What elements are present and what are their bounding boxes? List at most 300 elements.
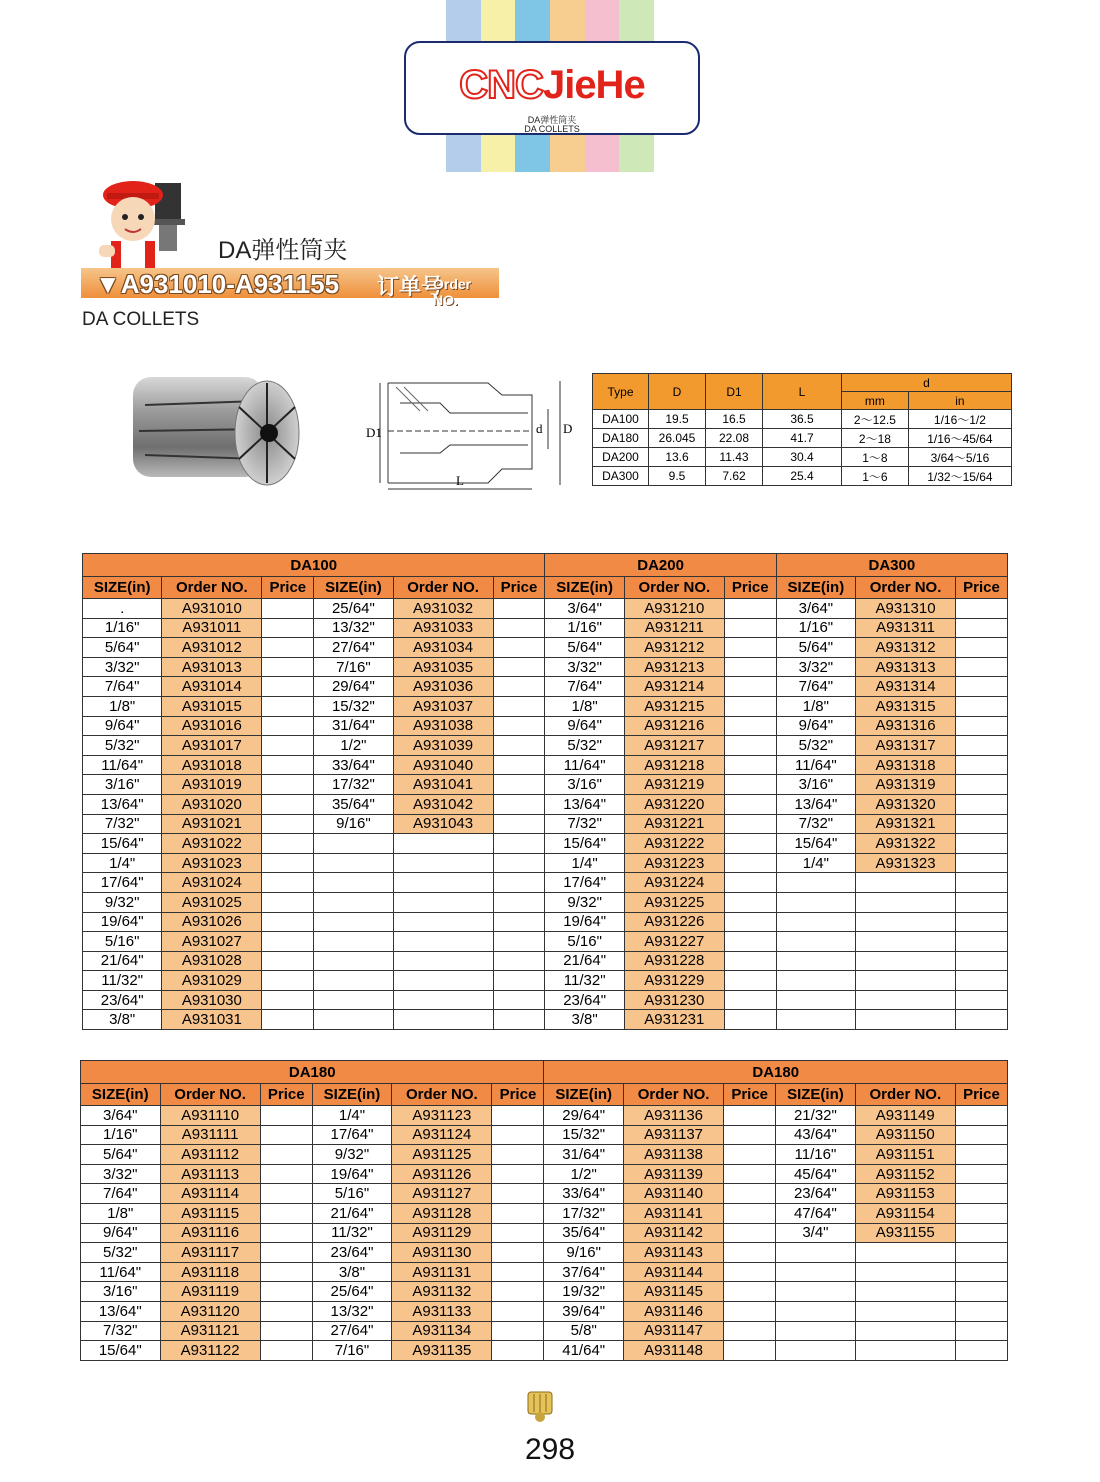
order-number-cell: A931145 [623, 1282, 723, 1302]
order-number-cell: A931124 [392, 1125, 492, 1145]
spec-header-L: L [763, 374, 842, 410]
size-cell: 3/32" [83, 657, 162, 677]
page-title-cn: DA弹性筒夹 [218, 237, 348, 264]
price-cell [262, 599, 314, 619]
group-header: DA200 [545, 554, 776, 577]
table-row [83, 951, 1008, 971]
spec-cell: 26.045 [649, 429, 706, 448]
size-cell: 11/64" [83, 755, 162, 775]
order-number-cell [856, 932, 956, 952]
price-cell [724, 814, 776, 834]
price-cell [260, 1301, 312, 1321]
column-header-order: Order NO. [623, 1084, 723, 1106]
size-cell: 21/64" [312, 1203, 392, 1223]
order-number-cell: A931014 [162, 677, 262, 697]
price-cell [262, 775, 314, 795]
order-number-cell: A931112 [160, 1145, 260, 1165]
size-cell: 3/16" [545, 775, 624, 795]
price-cell [493, 834, 545, 854]
size-cell: 7/64" [776, 677, 855, 697]
column-header-order: Order NO. [856, 577, 956, 599]
spec-cell: 30.4 [763, 448, 842, 467]
price-cell [492, 1106, 544, 1126]
order-number-cell: A931140 [623, 1184, 723, 1204]
price-cell [956, 677, 1008, 697]
order-number-cell: A931111 [160, 1125, 260, 1145]
order-number-cell: A931223 [624, 853, 724, 873]
column-header-price: Price [724, 577, 776, 599]
size-cell [776, 1282, 856, 1302]
price-cell [262, 853, 314, 873]
spec-cell: 7.62 [706, 467, 763, 486]
table-row [81, 1203, 1008, 1223]
size-cell: 3/16" [83, 775, 162, 795]
price-cell [956, 834, 1008, 854]
order-number-cell: A931318 [856, 755, 956, 775]
price-cell [724, 1321, 776, 1341]
size-cell: 13/64" [83, 794, 162, 814]
size-cell: 17/64" [545, 873, 624, 893]
order-table-da180 [80, 1060, 1008, 1361]
price-cell [724, 775, 776, 795]
size-cell: 1/4" [312, 1106, 392, 1126]
table-row [83, 873, 1008, 893]
size-cell: 35/64" [314, 794, 393, 814]
order-number-cell: A931316 [856, 716, 956, 736]
column-header-order: Order NO. [162, 577, 262, 599]
price-cell [262, 951, 314, 971]
column-header-order: Order NO. [160, 1084, 260, 1106]
order-number-cell: A931321 [856, 814, 956, 834]
price-cell [724, 990, 776, 1010]
price-cell [724, 873, 776, 893]
spec-header-type: Type [593, 374, 649, 410]
price-cell [955, 1341, 1007, 1361]
spec-row [593, 467, 1012, 486]
logo-subtitle-cn: DA弹性筒夹 [527, 115, 577, 125]
order-number-cell [393, 951, 493, 971]
order-number-cell: A931034 [393, 638, 493, 658]
size-cell: 7/32" [81, 1321, 161, 1341]
order-number-cell: A931019 [162, 775, 262, 795]
size-cell [776, 1243, 856, 1263]
order-number-cell: A931317 [856, 736, 956, 756]
order-number-cell: A931147 [623, 1321, 723, 1341]
price-cell [724, 1010, 776, 1030]
price-cell [262, 932, 314, 952]
size-cell: 33/64" [544, 1184, 624, 1204]
size-cell [776, 892, 855, 912]
table-row [81, 1243, 1008, 1263]
order-number-cell: A931132 [392, 1282, 492, 1302]
table-row [83, 677, 1008, 697]
order-number-cell: A931120 [160, 1301, 260, 1321]
price-cell [262, 638, 314, 658]
size-cell: 23/64" [776, 1184, 856, 1204]
price-cell [724, 834, 776, 854]
order-number-cell: A931152 [855, 1164, 955, 1184]
size-cell: 17/32" [314, 775, 393, 795]
price-cell [724, 1301, 776, 1321]
table-row [83, 716, 1008, 736]
order-table-da100-da200-da300 [82, 553, 1008, 1030]
order-number-cell: A931121 [160, 1321, 260, 1341]
group-header: DA100 [83, 554, 545, 577]
order-number-cell [855, 1321, 955, 1341]
column-header-size: SIZE(in) [776, 577, 855, 599]
size-cell: . [83, 599, 162, 619]
price-cell [493, 677, 545, 697]
price-cell [493, 990, 545, 1010]
table-row [83, 657, 1008, 677]
price-cell [724, 1282, 776, 1302]
order-number-cell: A931155 [855, 1223, 955, 1243]
size-cell [776, 1301, 856, 1321]
price-cell [955, 1106, 1007, 1126]
table-row [83, 696, 1008, 716]
order-number-cell: A931154 [855, 1203, 955, 1223]
size-cell: 11/32" [312, 1223, 392, 1243]
size-cell: 15/32" [544, 1125, 624, 1145]
column-header-size: SIZE(in) [776, 1084, 856, 1106]
size-cell: 7/16" [314, 657, 393, 677]
price-cell [724, 1341, 776, 1361]
price-cell [262, 834, 314, 854]
column-header-size: SIZE(in) [314, 577, 393, 599]
price-cell [493, 912, 545, 932]
size-cell [776, 1321, 856, 1341]
order-number-cell: A931226 [624, 912, 724, 932]
size-cell: 5/32" [545, 736, 624, 756]
size-cell: 15/64" [83, 834, 162, 854]
page-number: 298 [524, 1433, 576, 1466]
size-cell: 1/16" [776, 618, 855, 638]
price-cell [262, 990, 314, 1010]
order-number-cell: A931016 [162, 716, 262, 736]
size-cell: 27/64" [312, 1321, 392, 1341]
order-number-cell: A931215 [624, 696, 724, 716]
order-number-cell [856, 892, 956, 912]
size-cell: 7/16" [312, 1341, 392, 1361]
price-cell [955, 1243, 1007, 1263]
size-cell: 3/8" [545, 1010, 624, 1030]
size-cell: 13/32" [312, 1301, 392, 1321]
size-cell: 3/64" [81, 1106, 161, 1126]
size-cell: 5/64" [545, 638, 624, 658]
table-row [83, 599, 1008, 619]
order-number-cell: A931134 [392, 1321, 492, 1341]
order-number-cell: A931229 [624, 971, 724, 991]
brand-cnc: CNC [459, 63, 543, 107]
price-cell [260, 1282, 312, 1302]
order-number-cell: A931037 [393, 696, 493, 716]
size-cell: 21/64" [83, 951, 162, 971]
table-row [83, 794, 1008, 814]
price-cell [956, 990, 1008, 1010]
price-cell [724, 1203, 776, 1223]
order-number-cell: A931128 [392, 1203, 492, 1223]
page-icon [524, 1390, 556, 1424]
size-cell: 11/64" [81, 1262, 161, 1282]
order-number-cell [393, 932, 493, 952]
size-cell: 31/64" [314, 716, 393, 736]
price-cell [493, 599, 545, 619]
order-number-cell: A931311 [856, 618, 956, 638]
table-row [81, 1106, 1008, 1126]
label-D: D [563, 421, 572, 436]
price-cell [724, 853, 776, 873]
column-header-order: Order NO. [624, 577, 724, 599]
label-L: L [456, 473, 464, 488]
spec-cell: DA180 [593, 429, 649, 448]
price-cell [956, 599, 1008, 619]
order-number-cell: A931220 [624, 794, 724, 814]
order-number-cell: A931017 [162, 736, 262, 756]
price-cell [956, 755, 1008, 775]
size-cell: 7/32" [545, 814, 624, 834]
size-cell: 23/64" [83, 990, 162, 1010]
price-cell [956, 814, 1008, 834]
table-row [83, 912, 1008, 932]
order-label-en: Order NO. [433, 276, 472, 308]
size-cell: 17/64" [312, 1125, 392, 1145]
spec-cell: 3/64～5/16 [908, 448, 1011, 467]
order-number-cell: A931127 [392, 1184, 492, 1204]
price-cell [262, 794, 314, 814]
order-number-cell: A931143 [623, 1243, 723, 1263]
size-cell [314, 951, 393, 971]
size-cell: 3/16" [81, 1282, 161, 1302]
size-cell: 1/2" [544, 1164, 624, 1184]
size-cell: 3/32" [545, 657, 624, 677]
size-cell: 1/4" [83, 853, 162, 873]
price-cell [724, 1184, 776, 1204]
order-number-cell: A931043 [393, 814, 493, 834]
size-cell: 9/32" [312, 1145, 392, 1165]
order-number-cell: A931221 [624, 814, 724, 834]
spec-cell: 19.5 [649, 410, 706, 429]
table-row [81, 1321, 1008, 1341]
price-cell [955, 1164, 1007, 1184]
spec-table [592, 373, 1012, 486]
price-cell [956, 638, 1008, 658]
size-cell: 1/8" [83, 696, 162, 716]
column-header-order: Order NO. [855, 1084, 955, 1106]
price-cell [955, 1125, 1007, 1145]
price-cell [493, 814, 545, 834]
order-range: ▼A931010-A931155 [95, 269, 340, 299]
table-row [83, 736, 1008, 756]
price-cell [492, 1203, 544, 1223]
order-number-cell [856, 912, 956, 932]
size-cell: 11/32" [545, 971, 624, 991]
order-number-cell: A931322 [856, 834, 956, 854]
size-cell: 5/64" [81, 1145, 161, 1165]
order-number-cell [856, 1010, 956, 1030]
price-cell [955, 1301, 1007, 1321]
order-number-cell [855, 1301, 955, 1321]
price-cell [724, 1145, 776, 1165]
spec-cell: DA300 [593, 467, 649, 486]
column-header-size: SIZE(in) [312, 1084, 392, 1106]
order-number-cell: A931214 [624, 677, 724, 697]
order-number-cell: A931129 [392, 1223, 492, 1243]
group-header: DA300 [776, 554, 1007, 577]
price-cell [956, 971, 1008, 991]
price-cell [260, 1203, 312, 1223]
size-cell: 23/64" [545, 990, 624, 1010]
order-number-cell: A931136 [623, 1106, 723, 1126]
size-cell: 21/32" [776, 1106, 856, 1126]
size-cell: 43/64" [776, 1125, 856, 1145]
order-number-cell [393, 971, 493, 991]
table-row [81, 1282, 1008, 1302]
size-cell: 39/64" [544, 1301, 624, 1321]
price-cell [956, 618, 1008, 638]
order-number-cell: A931040 [393, 755, 493, 775]
price-cell [492, 1282, 544, 1302]
price-cell [492, 1321, 544, 1341]
order-number-cell: A931024 [162, 873, 262, 893]
size-cell: 1/8" [776, 696, 855, 716]
size-cell: 3/64" [545, 599, 624, 619]
price-cell [493, 618, 545, 638]
size-cell [314, 912, 393, 932]
size-cell [314, 853, 393, 873]
price-cell [492, 1262, 544, 1282]
price-cell [724, 1243, 776, 1263]
size-cell: 1/8" [81, 1203, 161, 1223]
price-cell [955, 1321, 1007, 1341]
order-number-cell: A931142 [623, 1223, 723, 1243]
price-cell [260, 1223, 312, 1243]
price-cell [724, 599, 776, 619]
price-cell [493, 716, 545, 736]
order-number-cell: A931225 [624, 892, 724, 912]
table-row [81, 1164, 1008, 1184]
price-cell [260, 1184, 312, 1204]
price-cell [262, 618, 314, 638]
size-cell: 1/8" [545, 696, 624, 716]
spec-header-D1: D1 [706, 374, 763, 410]
order-number-cell: A931315 [856, 696, 956, 716]
order-number-cell: A931320 [856, 794, 956, 814]
price-cell [492, 1341, 544, 1361]
order-number-cell: A931139 [623, 1164, 723, 1184]
order-number-cell: A931213 [624, 657, 724, 677]
price-cell [493, 1010, 545, 1030]
price-cell [493, 951, 545, 971]
table-row [83, 638, 1008, 658]
price-cell [956, 932, 1008, 952]
size-cell: 29/64" [314, 677, 393, 697]
table-row [83, 1010, 1008, 1030]
order-number-cell: A931022 [162, 834, 262, 854]
order-number-cell: A931151 [855, 1145, 955, 1165]
order-number-cell: A931041 [393, 775, 493, 795]
spec-cell: 16.5 [706, 410, 763, 429]
size-cell [776, 932, 855, 952]
order-number-cell: A931148 [623, 1341, 723, 1361]
order-number-cell [393, 912, 493, 932]
size-cell: 7/64" [545, 677, 624, 697]
size-cell: 21/64" [545, 951, 624, 971]
size-cell: 3/16" [776, 775, 855, 795]
order-number-cell: A931031 [162, 1010, 262, 1030]
column-header-price: Price [956, 577, 1008, 599]
order-number-cell: A931015 [162, 696, 262, 716]
price-cell [493, 853, 545, 873]
order-number-cell: A931138 [623, 1145, 723, 1165]
size-cell [776, 912, 855, 932]
table-row [83, 834, 1008, 854]
size-cell: 45/64" [776, 1164, 856, 1184]
size-cell: 5/8" [544, 1321, 624, 1341]
price-cell [724, 794, 776, 814]
size-cell [776, 1341, 856, 1361]
size-cell: 1/4" [545, 853, 624, 873]
price-cell [956, 794, 1008, 814]
order-number-cell [393, 853, 493, 873]
size-cell: 13/64" [545, 794, 624, 814]
table-row [83, 853, 1008, 873]
price-cell [956, 657, 1008, 677]
group-header: DA180 [81, 1061, 544, 1084]
price-cell [260, 1321, 312, 1341]
size-cell: 37/64" [544, 1262, 624, 1282]
order-number-cell: A931110 [160, 1106, 260, 1126]
size-cell: 17/32" [544, 1203, 624, 1223]
column-header-price: Price [955, 1084, 1007, 1106]
collet-photo [117, 363, 302, 493]
order-number-cell: A931210 [624, 599, 724, 619]
size-cell: 31/64" [544, 1145, 624, 1165]
price-cell [262, 696, 314, 716]
spec-cell: 9.5 [649, 467, 706, 486]
spec-row [593, 448, 1012, 467]
spec-cell: 11.43 [706, 448, 763, 467]
size-cell: 9/32" [545, 892, 624, 912]
price-cell [956, 1010, 1008, 1030]
size-cell [314, 990, 393, 1010]
price-cell [493, 873, 545, 893]
order-number-cell: A931116 [160, 1223, 260, 1243]
size-cell [776, 951, 855, 971]
order-number-cell: A931035 [393, 657, 493, 677]
order-number-cell: A931011 [162, 618, 262, 638]
size-cell: 19/64" [312, 1164, 392, 1184]
price-cell [956, 853, 1008, 873]
size-cell: 17/64" [83, 873, 162, 893]
spec-cell: 1～6 [842, 467, 909, 486]
order-number-cell: A931211 [624, 618, 724, 638]
price-cell [493, 696, 545, 716]
price-cell [956, 873, 1008, 893]
column-header-size: SIZE(in) [81, 1084, 161, 1106]
label-d1: D1 [366, 425, 382, 440]
spec-cell: DA100 [593, 410, 649, 429]
spec-cell: 41.7 [763, 429, 842, 448]
order-number-cell: A931135 [392, 1341, 492, 1361]
spec-header-d: d [842, 374, 1012, 392]
price-cell [724, 912, 776, 932]
price-cell [724, 892, 776, 912]
price-cell [493, 775, 545, 795]
order-number-cell [393, 1010, 493, 1030]
table-row [83, 618, 1008, 638]
brand-name: JieHe [542, 63, 645, 107]
price-cell [492, 1145, 544, 1165]
